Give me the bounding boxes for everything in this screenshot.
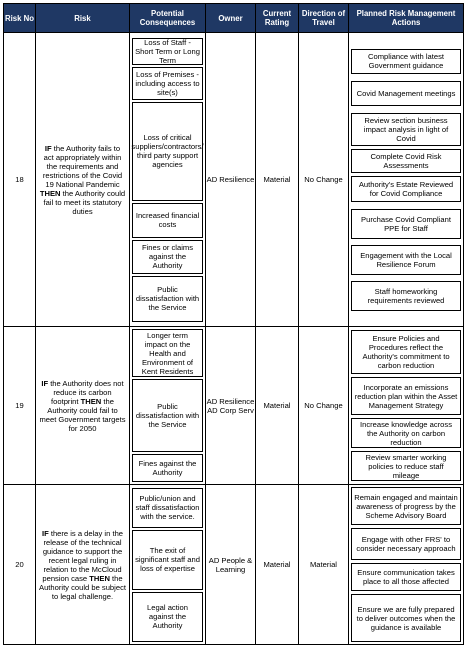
risk-row-18 (4, 33, 464, 327)
consequence-item: Loss of Staff - Short Term or Long Term (132, 38, 203, 65)
actions-cell (349, 327, 464, 485)
risk-row-20 (4, 485, 464, 645)
consequences-cell (130, 33, 206, 327)
action-item: Review smarter working policies to reduce staff mileage (351, 451, 461, 481)
direction-of-travel: Material (299, 485, 349, 645)
owner: AD Resilience (206, 33, 256, 327)
consequence-item: Public dissatisfaction with the Service (132, 276, 203, 322)
consequence-item: Increased financial costs (132, 203, 203, 238)
consequence-item: Legal action against the Authority (132, 592, 203, 642)
risk-description (36, 485, 130, 645)
risk-then-keyword: THEN (89, 573, 110, 583)
risk-then-text: the Authority could fail to meet its statutory duties (43, 188, 126, 216)
consequence-item: Public/union and staff dissatisfaction with the service. (132, 488, 203, 528)
action-item: Engage with other FRS' to consider necessary approach (351, 528, 461, 560)
consequence-item: Loss of critical suppliers/contractors/ third party support agencies (132, 102, 203, 201)
direction-of-travel: No Change (299, 327, 349, 485)
action-item: Purchase Covid Compliant PPE for Staff (351, 209, 461, 239)
consequence-item: Public dissatisfaction with the Service (132, 379, 203, 452)
risk-register-table (3, 3, 464, 645)
action-item: Engagement with the Local Resilience Forum (351, 245, 461, 275)
header-planned-actions: Planned Risk Management Actions (349, 4, 464, 33)
header-direction-of-travel: Direction of Travel (299, 4, 349, 33)
action-item: Compliance with latest Government guidance (351, 49, 461, 74)
risk-if-keyword: IF (41, 528, 49, 538)
actions-cell (349, 485, 464, 645)
header-risk-no: Risk No (4, 4, 36, 33)
risk-number: 18 (4, 33, 36, 327)
risk-if-text: the Authority fails to act appropriately within the requirements and restrictions of the Covid 19 National Pandemic (42, 143, 123, 189)
consequence-item: Fines or claims against the Authority (132, 240, 203, 274)
risk-description (36, 327, 130, 485)
risk-number: 20 (4, 485, 36, 645)
action-item: Review section business impact analysis in light of Covid (351, 113, 461, 146)
action-item: Complete Covid Risk Assessments (351, 149, 461, 173)
consequence-item: Loss of Premises - including access to site(s) (132, 67, 203, 100)
action-item: Covid Management meetings (351, 81, 461, 106)
consequence-item: The exit of significant staff and loss of expertise (132, 530, 203, 590)
risk-if-keyword: IF (44, 143, 52, 153)
action-item: Incorporate an emissions reduction plan within the Asset Management Strategy (351, 377, 461, 415)
risk-description (36, 33, 130, 327)
risk-then-keyword: THEN (39, 188, 61, 198)
consequences-cell (130, 327, 206, 485)
header-owner: Owner (206, 4, 256, 33)
action-item: Ensure communication takes place to all those affected (351, 563, 461, 591)
header-current-rating: Current Rating (256, 4, 299, 33)
consequence-item: Longer term impact on the Health and Environment of Kent Residents (132, 329, 203, 377)
header-row (4, 4, 464, 33)
action-item: Staff homeworking requirements reviewed (351, 281, 461, 311)
risk-row-19 (4, 327, 464, 485)
consequences-cell (130, 485, 206, 645)
current-rating: Material (256, 33, 299, 327)
action-item: Increase knowledge across the Authority on carbon reduction (351, 418, 461, 448)
current-rating: Material (256, 485, 299, 645)
direction-of-travel: No Change (299, 33, 349, 327)
action-item: Authority's Estate Reviewed for Covid Compliance (351, 176, 461, 202)
current-rating: Material (256, 327, 299, 485)
owner: AD Resilience AD Corp Serv (206, 327, 256, 485)
header-risk: Risk (36, 4, 130, 33)
owner: AD People & Learning (206, 485, 256, 645)
risk-if-text: the Authority does not reduce its carbon footprint (48, 378, 124, 406)
action-item: Remain engaged and maintain awareness of progress by the Scheme Advisory Board (351, 487, 461, 525)
risk-if-keyword: IF (41, 378, 49, 388)
header-consequences: Potential Consequences (130, 4, 206, 33)
action-item: Ensure we are fully prepared to deliver outcomes when the guidance is available (351, 594, 461, 642)
risk-then-text: the Authority could fail to meet Government targets for 2050 (39, 396, 126, 433)
action-item: Ensure Policies and Procedures reflect the Authority's commitment to carbon reduction (351, 330, 461, 374)
actions-cell (349, 33, 464, 327)
consequence-item: Fines against the Authority (132, 454, 203, 482)
risk-then-keyword: THEN (80, 396, 102, 406)
risk-if-text: there is a delay in the release of the technical guidance to support the recent legal ruling in relation to the McCloud pension case (42, 528, 124, 583)
risk-then-text: the Authority could be subject to legal challenge. (39, 573, 126, 601)
risk-number: 19 (4, 327, 36, 485)
